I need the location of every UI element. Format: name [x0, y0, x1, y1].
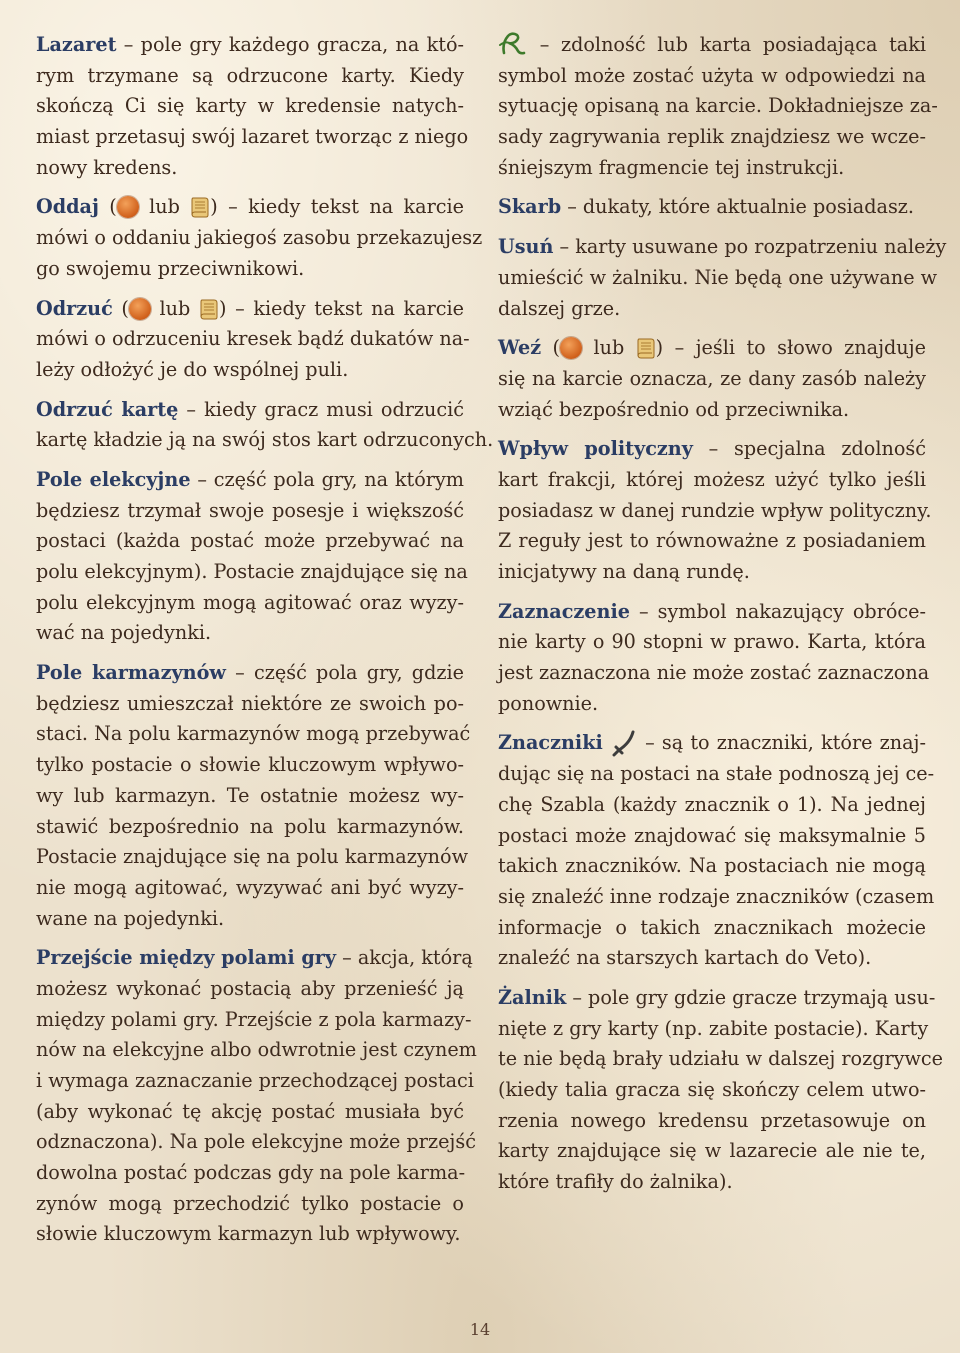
- page-number: 14: [469, 1320, 491, 1339]
- text-line: [498, 395, 926, 426]
- text-line: [498, 122, 926, 153]
- definition-text: zynów mogą przechodzić tylko postacie o: [36, 1191, 464, 1215]
- text-line: [498, 232, 947, 263]
- text-line: [36, 904, 464, 935]
- definition-text: mówi o oddaniu jakiegoś zasobu przekazujesz: [36, 226, 483, 250]
- glossary-entry: [498, 232, 947, 324]
- text-line: [498, 465, 926, 496]
- text-line: [36, 689, 464, 720]
- definition-text: dując się na postaci na stałe podnoszą jej ce-: [498, 762, 935, 786]
- text-line: [36, 526, 464, 557]
- definition-text: – zdolność lub karta posiadająca taki: [528, 33, 926, 56]
- definition-text: (: [112, 296, 129, 320]
- text-line: [498, 759, 935, 790]
- text-line: [36, 750, 464, 781]
- definition-text: Z reguły jest to równoważne z posiadaniem: [498, 529, 926, 553]
- text-line: [36, 943, 473, 974]
- ducat-coin-icon: [117, 196, 139, 218]
- definition-text: polu elekcyjnym mogą agitować oraz wyzy-: [36, 590, 464, 614]
- definition-text: lub: [582, 336, 636, 360]
- definition-text: znaleźć na starszych kartach do Veto).: [498, 946, 872, 970]
- definition-text: wane na pojedynki.: [36, 906, 225, 930]
- text-line: [498, 192, 926, 223]
- definition-text: ponownie.: [498, 691, 599, 715]
- definition-text: – akcja, którą: [336, 946, 473, 970]
- definition-text: – pole gry każdego gracza, na któ-: [116, 33, 464, 56]
- text-line: [36, 61, 464, 92]
- ducat-coin-icon: [129, 298, 151, 320]
- definition-text: możesz wykonać postacią aby przenieść ją: [36, 976, 464, 1000]
- text-line: [36, 658, 464, 689]
- definition-text: – część pola gry, gdzie: [225, 661, 464, 685]
- definition-text: miast przetasuj swój lazaret tworząc z niego: [36, 125, 469, 149]
- text-line: [498, 728, 926, 759]
- glossary-term: Żalnik: [498, 985, 567, 1009]
- ducat-coin-icon: [560, 337, 582, 359]
- text-line: [36, 1066, 474, 1097]
- definition-text: słowie kluczowym karmazyn lub wpływowy.: [36, 1222, 461, 1246]
- definition-text: ) – jeśli to słowo znajduje: [655, 336, 926, 360]
- glossary-entry: [498, 192, 926, 223]
- text-line: [36, 974, 464, 1005]
- definition-text: leży odłożyć je do wspólnej puli.: [36, 357, 349, 381]
- definition-text: (kiedy talia gracza się skończy celem utwo-: [498, 1078, 926, 1101]
- definition-text: – część pola gry, na którym: [190, 467, 464, 491]
- text-line: [498, 496, 932, 527]
- sabre-marker-icon: [610, 729, 638, 757]
- definition-text: będziesz trzymał swoje posesje i większość: [36, 498, 464, 522]
- reply-symbol-icon: [498, 31, 528, 57]
- text-line: [36, 1219, 464, 1250]
- text-line: [36, 30, 464, 61]
- definition-text: postaci (każda postać może przebywać na: [36, 529, 464, 553]
- text-line: [36, 781, 464, 812]
- text-line: [36, 192, 464, 223]
- definition-text: – symbol nakazujący obróce-: [629, 599, 926, 623]
- text-line: [36, 719, 471, 750]
- definition-text: takich znaczników. Na postaciach nie mogą: [498, 854, 926, 878]
- definition-text: Postacie znajdujące się na polu karmazynów: [36, 845, 469, 869]
- text-line: [498, 882, 935, 913]
- glossary-term: Znaczniki: [498, 731, 603, 755]
- text-line: [498, 434, 926, 465]
- text-line: [498, 1136, 926, 1167]
- definition-text: – są to znaczniki, które znaj-: [637, 731, 926, 755]
- definition-text: – dukaty, które aktualnie posiadasz.: [561, 195, 915, 219]
- definition-text: nie mogą agitować, wyzywać ani być wyzy-: [36, 875, 464, 899]
- definition-text: inicjatywy na daną rundę.: [498, 560, 750, 583]
- text-line: [36, 223, 483, 254]
- text-line: [498, 851, 926, 882]
- definition-text: nięte z gry karty (np. zabite postacie). Karty: [498, 1016, 929, 1040]
- definition-text: rzenia nowego kredensu przetasowuje on: [498, 1108, 926, 1132]
- definition-text: skończą Ci się karty w kredensie natych-: [36, 94, 464, 118]
- text-line: [36, 1127, 476, 1158]
- text-line: [36, 1035, 477, 1066]
- text-line: [36, 324, 470, 355]
- text-line: [498, 790, 926, 821]
- text-line: [498, 91, 938, 122]
- glossary-entry: [36, 395, 494, 456]
- text-line: [36, 618, 464, 649]
- definition-text: odznaczona). Na pole elekcyjne może przejść: [36, 1130, 476, 1154]
- definition-text: nowy kredens.: [36, 155, 178, 179]
- glossary-entry: [36, 30, 469, 183]
- text-line: [498, 1075, 926, 1106]
- text-line: [498, 658, 930, 689]
- glossary-term: Weź: [498, 336, 542, 360]
- text-line: [498, 30, 926, 61]
- definition-text: wać na pojedynki.: [36, 621, 212, 645]
- definition-text: informacje o takich znacznikach możecie: [498, 915, 926, 939]
- definition-text: – kiedy gracz musi odrzucić: [178, 397, 464, 421]
- text-line: [36, 496, 464, 527]
- definition-text: nie karty o 90 stopni w prawo. Karta, która: [498, 630, 926, 654]
- definition-text: (: [98, 195, 117, 219]
- glossary-term: Pole karmazynów: [36, 661, 226, 685]
- glossary-entry: [498, 30, 938, 183]
- text-line: [36, 294, 464, 325]
- definition-text: które trafiły do żalnika).: [498, 1170, 733, 1194]
- glossary-entry: [36, 192, 483, 284]
- glossary-entry: [498, 983, 944, 1198]
- text-line: [498, 364, 926, 395]
- definition-text: dowolna postać podczas gdy na pole karma-: [36, 1161, 466, 1185]
- definition-text: (: [541, 336, 561, 360]
- definition-text: jest zaznaczona nie może zostać zaznaczona: [498, 661, 930, 685]
- glossary-term: Wpływ polityczny: [498, 437, 693, 461]
- definition-text: karty znajdujące się w lazarecie ale nie te,: [498, 1139, 926, 1163]
- glossary-term: Oddaj: [36, 195, 99, 219]
- text-line: [36, 842, 469, 873]
- text-line: [36, 465, 464, 496]
- text-line: [36, 1097, 464, 1128]
- definition-text: posiadasz w danej rundzie wpływ polityczny.: [498, 498, 932, 522]
- text-line: [498, 943, 926, 974]
- glossary-term: Odrzuć kartę: [36, 397, 179, 421]
- definition-text: będziesz umieszczał niektóre ze swoich po-: [36, 691, 464, 715]
- text-line: [498, 821, 926, 852]
- definition-text: między polami gry. Przejście z pola karmazy-: [36, 1007, 472, 1031]
- text-line: [36, 425, 494, 456]
- parchment-scroll-icon: [199, 297, 219, 321]
- definition-text: mówi o odrzuceniu kresek bądź dukatów na-: [36, 327, 470, 351]
- text-line: [498, 1014, 929, 1045]
- text-line: [498, 333, 926, 364]
- definition-text: kartę kładzie ją na swój stos kart odrzuconych.: [36, 428, 494, 452]
- parchment-scroll-icon: [636, 336, 656, 360]
- text-line: [498, 1167, 926, 1198]
- text-line: [498, 153, 926, 184]
- definition-text: staci. Na polu karmazynów mogą przebywać: [36, 722, 471, 746]
- definition-text: go swojemu przeciwnikowi.: [36, 256, 305, 280]
- definition-text: postaci może znajdować się maksymalnie 5: [498, 823, 926, 847]
- text-line: [36, 873, 464, 904]
- text-line: [498, 689, 926, 720]
- text-line: [498, 263, 938, 294]
- text-line: [36, 395, 464, 426]
- glossary-term: Odrzuć: [36, 296, 113, 320]
- glossary-term: Usuń: [498, 235, 554, 259]
- text-line: [36, 254, 464, 285]
- definition-text: się na karcie oznacza, ze dany zasób należy: [498, 366, 926, 390]
- definition-text: dalszej grze.: [498, 296, 621, 320]
- glossary-term: Zaznaczenie: [498, 599, 630, 623]
- definition-text: wy lub karmazyn. Te ostatnie możesz wy-: [36, 783, 464, 807]
- text-line: [36, 1189, 464, 1220]
- definition-text: – karty usuwane po rozpatrzeniu należy: [553, 235, 947, 259]
- text-line: [36, 557, 468, 588]
- text-line: [498, 627, 926, 658]
- parchment-scroll-icon: [190, 195, 210, 219]
- definition-text: chę Szabla (każdy znacznik o 1). Na jednej: [498, 792, 926, 816]
- definition-text: ) – kiedy tekst na karcie: [210, 195, 464, 219]
- definition-text: się znaleźć inne rodzaje znaczników (czasem: [498, 884, 935, 908]
- text-line: [36, 812, 464, 843]
- glossary-entry: [498, 434, 932, 587]
- glossary-entry: [36, 294, 470, 386]
- text-line: [498, 597, 926, 628]
- left-column: [36, 30, 494, 1259]
- glossary-term: Przejście między polami gry: [36, 946, 337, 970]
- text-line: [498, 983, 936, 1014]
- definition-text: lub: [150, 296, 199, 320]
- definition-text: nów na elekcyjne albo odwrotnie jest czynem: [36, 1038, 477, 1062]
- glossary-term: Skarb: [498, 195, 562, 219]
- definition-text: lub: [138, 195, 191, 219]
- text-line: [36, 91, 464, 122]
- right-column: [498, 30, 947, 1207]
- text-line: [36, 122, 469, 153]
- text-line: [498, 294, 926, 325]
- text-line: [36, 355, 464, 386]
- definition-text: te nie będą brały udziału w dalszej rozgrywce: [498, 1047, 944, 1071]
- text-line: [36, 1158, 464, 1189]
- definition-text: i wymaga zaznaczanie przechodzącej postaci: [36, 1069, 474, 1092]
- definition-text: rym trzymane są odrzucone karty. Kiedy: [36, 63, 464, 87]
- text-line: [498, 61, 926, 92]
- glossary-term: Lazaret: [36, 33, 117, 56]
- definition-text: wziąć bezpośrednio od przeciwnika.: [498, 397, 850, 421]
- definition-text: tylko postacie o słowie kluczowym wpływo-: [36, 753, 464, 777]
- definition-text: kart frakcji, której możesz użyć tylko jeśli: [498, 467, 926, 491]
- definition-text: stawić bezpośrednio na polu karmazynów.: [36, 814, 464, 838]
- glossary-entry: [36, 943, 477, 1250]
- definition-text: umieścić w żalniku. Nie będą one używane w: [498, 265, 938, 289]
- definition-text: symbol może zostać użyta w odpowiedzi na: [498, 63, 926, 87]
- definition-text: polu elekcyjnym). Postacie znajdujące się na: [36, 560, 468, 583]
- definition-text: (aby wykonać tę akcję postać musiała być: [36, 1099, 464, 1123]
- text-line: [498, 1044, 944, 1075]
- definition-text: – pole gry gdzie gracze trzymają usu-: [566, 985, 936, 1009]
- text-line: [498, 1106, 926, 1137]
- glossary-entry: [498, 728, 935, 974]
- text-line: [36, 588, 464, 619]
- glossary-entry: [36, 658, 471, 934]
- glossary-entry: [498, 333, 926, 425]
- text-line: [498, 913, 926, 944]
- definition-text: ) – kiedy tekst na karcie: [218, 296, 464, 320]
- definition-text: sytuację opisaną na karcie. Dokładniejsze za-: [498, 94, 938, 118]
- definition-text: – specjalna zdolność: [692, 437, 926, 461]
- text-line: [36, 1005, 472, 1036]
- definition-text: śniejszym fragmencie tej instrukcji.: [498, 155, 845, 179]
- glossary-entry: [36, 465, 468, 649]
- glossary-term: Pole elekcyjne: [36, 467, 191, 491]
- definition-text: [603, 731, 610, 754]
- glossary-entry: [498, 597, 930, 720]
- text-line: [498, 557, 926, 588]
- text-line: [36, 153, 464, 184]
- definition-text: sady zagrywania replik znajdziesz we wcze-: [498, 125, 926, 149]
- text-line: [498, 526, 926, 557]
